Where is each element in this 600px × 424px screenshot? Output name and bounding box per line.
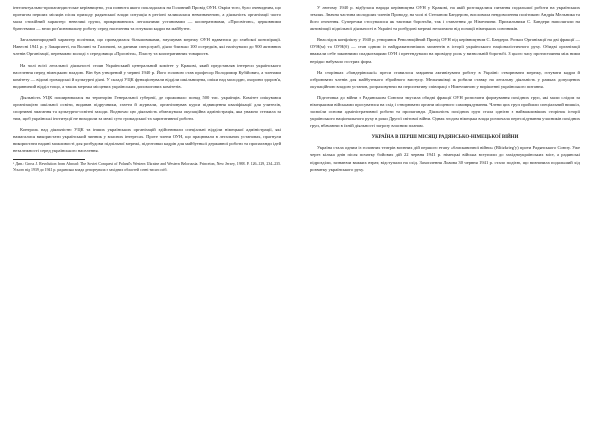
left-page [13,4,281,420]
footnote: ¹ Див.: Gross J. Revolution from Abroad: The Soviet Conquest of Poland's Western Ukraine and Western Belorussia. Princeton, New Jersey, 1988. P. 126–129, 234–235. Усього від 1939 до 1941 р. радянська влада депортувала з західних областей сотні тисяч осіб. [13,162,281,173]
right-page [310,4,580,420]
left-paragraph-2: Загальнонародний характер політики, що провадилася більшовиками, змушував мережу ОУН вдаватися до глибокої конспірації. Навесні 1941 р. у Закарпатті, на Волині та Галичині, за даними спецслужб, діяло близько 100 осередків, які налічували до 900 активних членів Організації, переважно молоді з середовища «Просвіти», Пласту та кооперативних товариств. [13,37,281,57]
left-paragraph-5: Контроль над діяльністю УЦК та інших українських організацій здійснювали спеціальні відділи німецької адміністрації, які намагалися використати український чинник у власних інтересах. Проте члени ОУН, що працювали в легальних установах, прагнули використати надані можливості для розбудови підпільної мережі, підготовки кадрів для майбутньої державної роботи та пропаганди ідей незалежності серед українського населення. [13,127,281,154]
right-paragraph-4: Підготовка до війни з Радянським Союзом змусила обидві фракції ОУН розпочати формування похідних груп, які мали слідом за німецькими військами просуватися на схід і створювати органи місцевого самоврядування. Члени цих груп пройшли спеціальний вишкіл, засвоїли основи адміністративної роботи та пропаганди. Діяльність похідних груп стала однією з найважливіших сторінок історії українського національного руху в роки Другої світової війни. Однак згодом німецька влада розпочала переслідування учасників похідних груп, вбачаючи в їхній діяльності загрозу власним планам. [310,94,580,129]
left-paragraph-3: На чолі всієї легальної діяльності стояв Український центральний комітет у Кракові, який представляв інтереси українського населення перед німецькою владою. Він був утворений у червні 1940 р. Його головою став професор Володимир Кубійович, а членами комітету — відомі громадські й культурні діячі. У складі УЦК функціонували відділи шкільництва, опіки над молоддю, охорони здоров'я, видавничий відділ тощо, а також мережа місцевих українських допомогових комітетів. [13,62,281,89]
right-paragraph-2: Внаслідок конфлікту у 1940 р. утворився Революційний Провід ОУН під керівництвом С. Бандери. Розкол Організації на дві фракції — ОУН(м) та ОУН(б) — став одним із найдраматичніших моментів в історії українського націоналістичного руху. Обидві організації вважали себе законними спадкоємцями ОУН і претендували на провідну роль у визвольній боротьбі. З цього часу протистояння між ними нерідко набувало гострих форм. [310,37,580,64]
section-heading: УКРАЇНА В ПЕРШІ МІСЯЦІ РАДЯНСЬКО-НІМЕЦЬКОЇ ВІЙНИ [371,135,519,141]
left-paragraph-4: Діяльність УЦК поширювалася на територію Генеральної губернії, де проживало понад 500 тис. українців. Комітет опікувався організацією шкільної освіти, видавав підручники, газети й журнали, організовував курси підвищення кваліфікації для учителів, спортивні змагання та культурно-освітні заходи. Водночас цю діяльність обмежувала окупаційна адміністрація, яка уважно стежила за тим, щоб українські інституції не виходили за межі суто громадської та харитативної роботи. [13,94,281,122]
right-closing-paragraph: Україна стала одним із головних театрів воєнних дій першого етапу «блискавичної війни» (Blitzkrieg'у) проти Радянського Союзу. Уже через кілька днів після початку бойових дій 22 червня 1941 р. німецькі війська вступили до західноукраїнських міст, а радянські підрозділи, зазнаючи важких втрат, відступали на схід. Захоплення Львова 30 червня 1941 р. стало подією, що визначила подальший хід розвитку українського руху. [310,145,580,172]
right-paragraph-3: На сторінках «бандерівської» преси ставилося завдання активізувати роботу в Україні: створювати мережу, готувати кадри й озброювати членів для майбутнього збройного виступу. Мельниківці ж робили ставку на легальну діяльність у рамках допущених окупаційною владою установ, розраховуючи на перспективу співпраці з Німеччиною у вирішенні українського питання. [310,69,580,89]
left-paragraph-1: інтелектуально-пропагандистське керівництво, уся повнота якого покладалася на Головний Провід ОУН. Окрім того, було очевидним, що протягом перших місяців після приходу радянської влади ситуація в регіоні залишалася невизначеною, а діяльність організації часто мала стихійний характер: невеликі групи, прикриваючись легальними установами — кооперативами, «Просвітою», церковними братствами — вели роз'яснювальну роботу серед населення та готували кадри на майбутнє. [13,5,281,32]
right-paragraph-1: У лютому 1940 р. відбулася нарада керівництва ОУН у Кракові, на якій розглядалися питання подальшої роботи на українських землях. Значна частина молодших членів Проводу, на чолі зі Степаном Бандерою, висловила невдоволення політикою Андрія Мельника та його оточення. Суперечки стосувалися як тактики боротьби, так і ставлення до Німеччини. Прихильники С. Бандери наполягали на активізації підпільної діяльності в Україні та розбудові мережі незалежно від позиції німецьких союзників. [310,5,580,32]
footnote-rule [13,159,85,160]
